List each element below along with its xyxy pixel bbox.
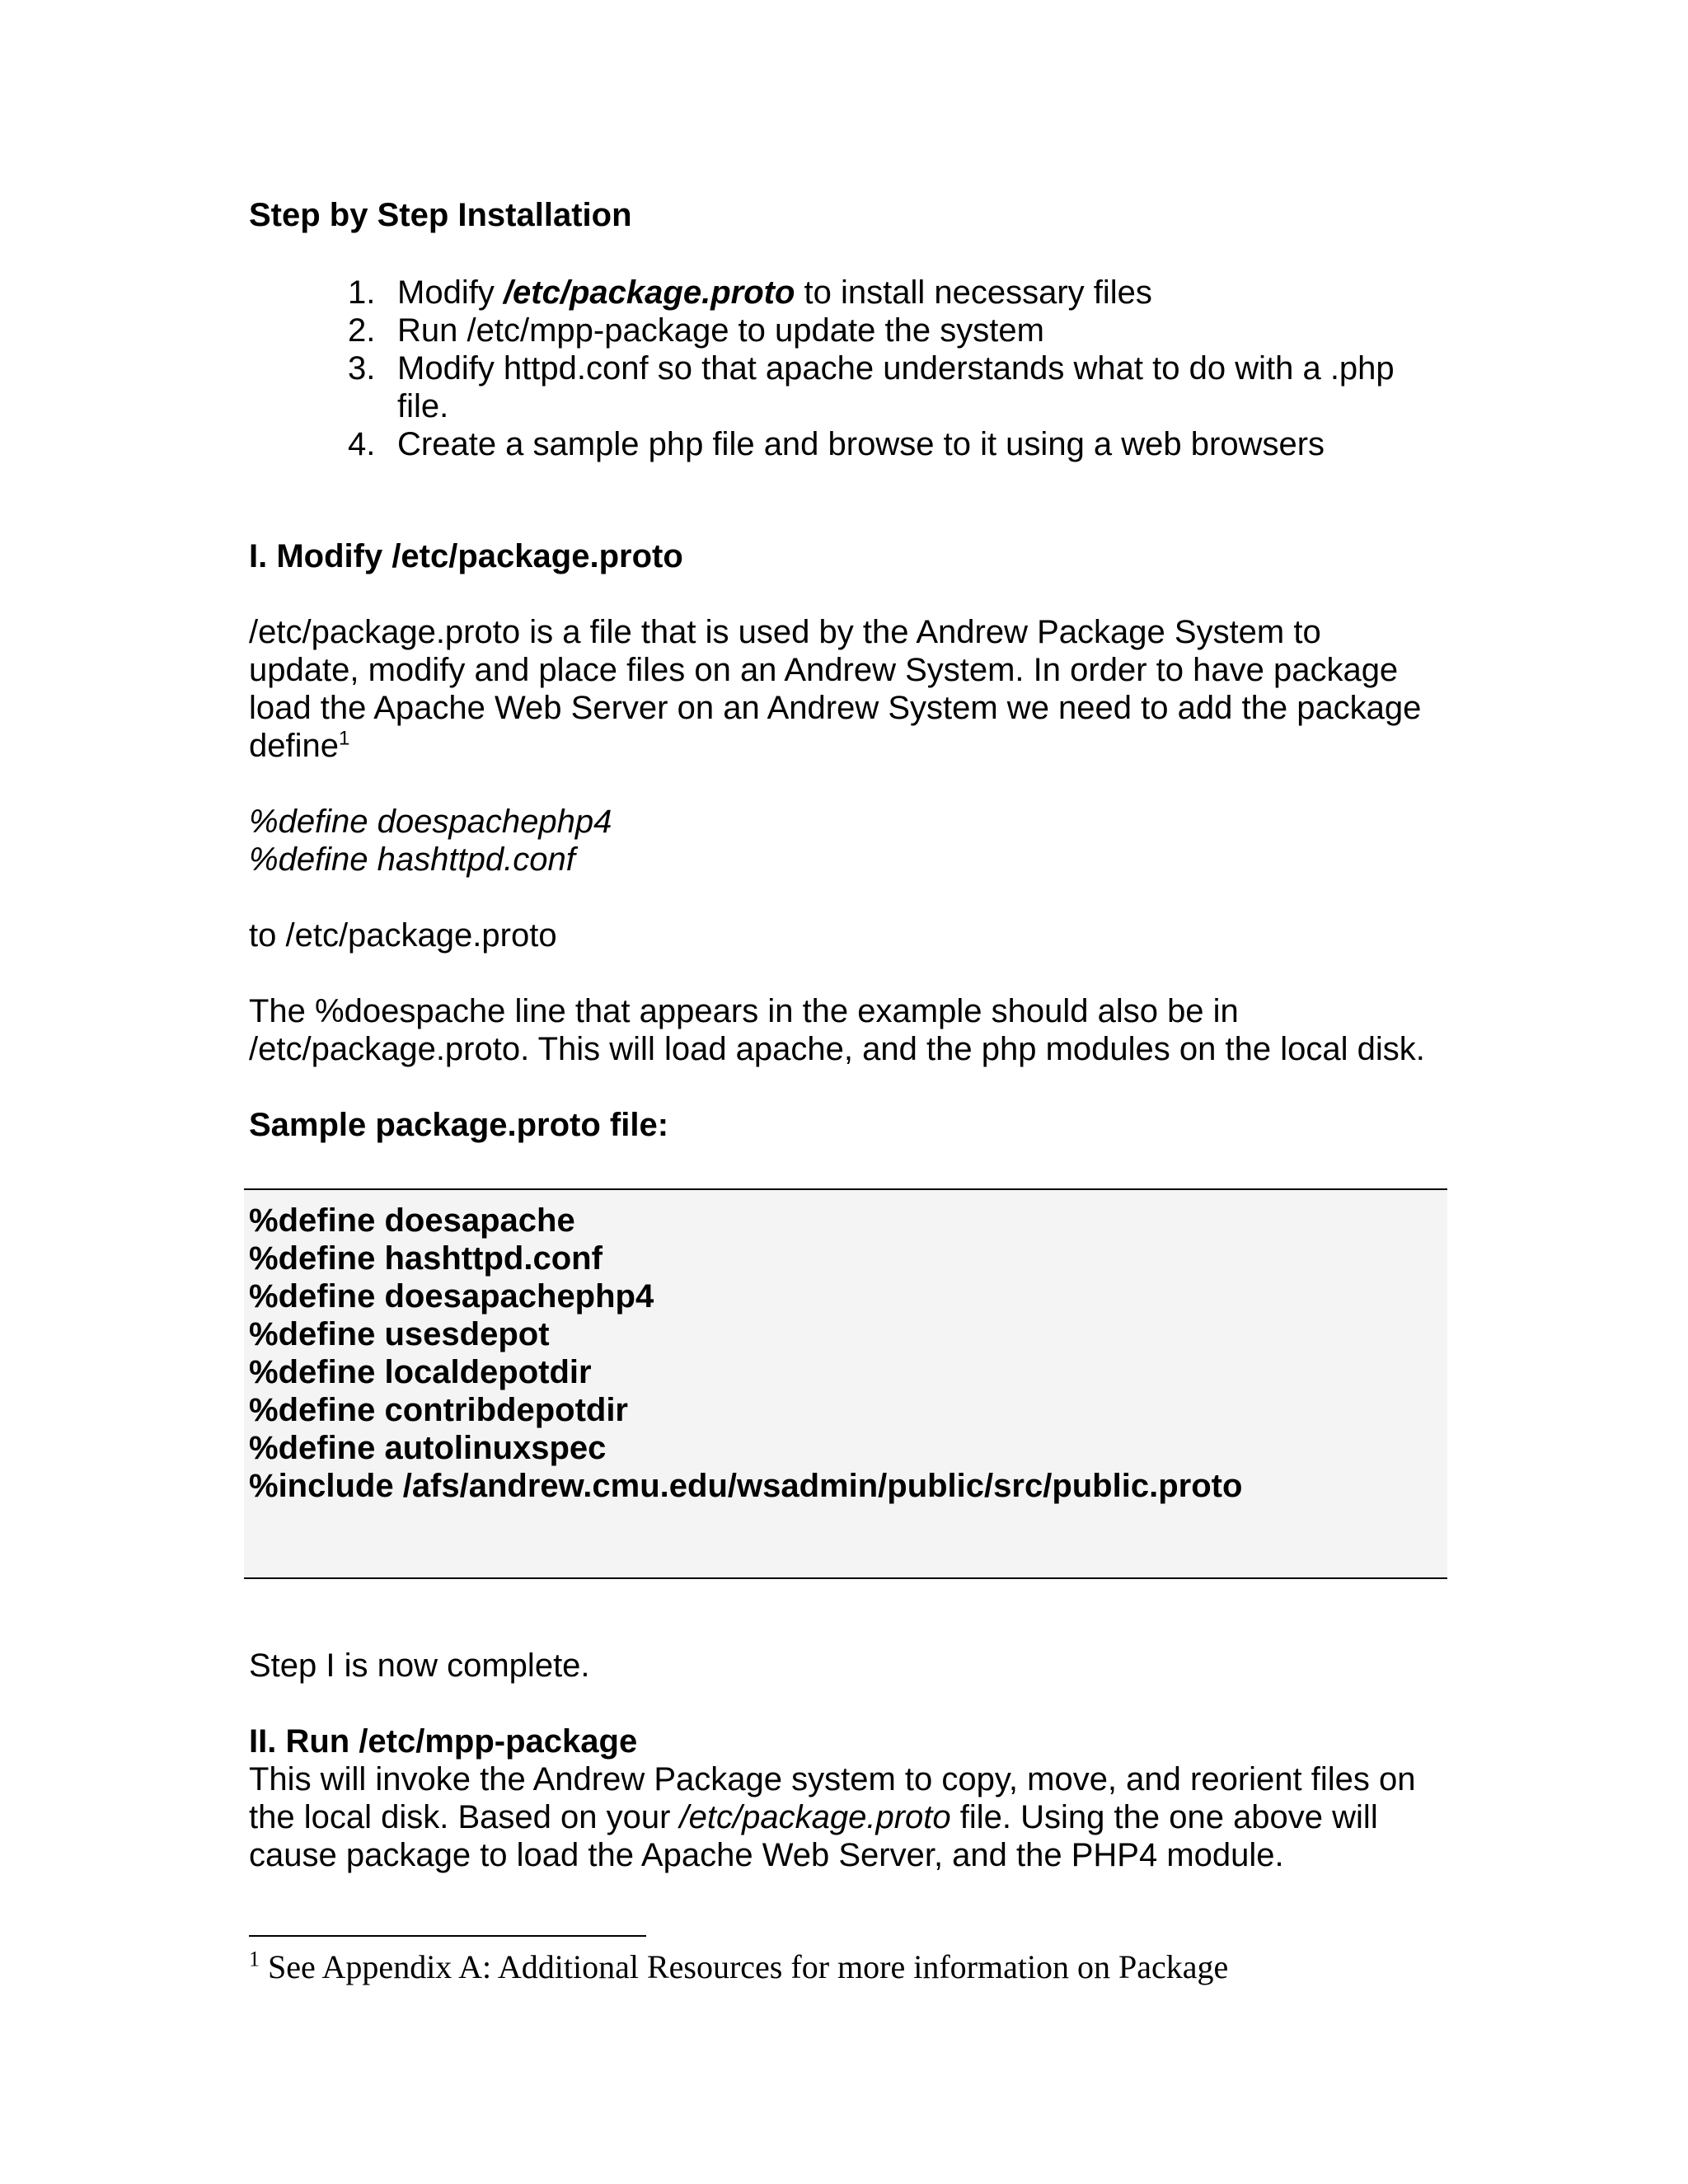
code-line: %define autolinuxspec	[249, 1430, 607, 1466]
footnote	[249, 1948, 1228, 1986]
code-line: %define contribdepotdir	[249, 1392, 628, 1428]
list-item	[348, 274, 1452, 312]
page-title: Step by Step Installation	[249, 197, 632, 233]
section-1-heading: I. Modify /etc/package.proto	[249, 538, 683, 574]
file-path-emphasis: /etc/package.proto	[679, 1799, 951, 1835]
code-line: %define localdepotdir	[249, 1354, 592, 1390]
footnote-divider	[249, 1935, 646, 1937]
document-page	[249, 0, 1452, 2184]
code-line: %include /afs/andrew.cmu.edu/wsadmin/public/src/public.proto	[249, 1468, 1243, 1504]
footnote-text: See Appendix A: Additional Resources for more information on Package	[260, 1948, 1229, 1985]
list-item	[348, 349, 1452, 425]
sample-code-box	[244, 1188, 1447, 1579]
step-number: 1.	[348, 274, 376, 311]
footnote-number: 1	[249, 1947, 260, 1971]
footnote-reference[interactable]: 1	[338, 727, 350, 750]
step-number: 4.	[348, 426, 376, 462]
step-number: 2.	[348, 312, 376, 349]
step-text: Modify /etc/package.proto to install necessary files	[397, 274, 1152, 311]
doespache-note: The %doespache line that appears in the example should also be in /etc/package.proto. This will load apache, and the php modules on the local disk.	[249, 993, 1425, 1067]
step-number: 3.	[348, 350, 376, 387]
step-text: Run /etc/mpp-package to update the system	[397, 312, 1044, 349]
list-item	[348, 312, 1452, 349]
section-2-heading: II. Run /etc/mpp-package	[249, 1723, 638, 1760]
file-path-emphasis: /etc/package.proto	[503, 274, 795, 311]
to-package-proto: to /etc/package.proto	[249, 917, 557, 954]
step-text: Modify httpd.conf so that apache understands what to do with a .php file.	[397, 350, 1395, 424]
code-line: %define hashttpd.conf	[249, 1240, 603, 1277]
step-complete-text: Step I is now complete.	[249, 1647, 590, 1684]
define-lines: %define doespachephp4 %define hashttpd.conf	[249, 804, 612, 878]
steps-list	[348, 274, 1452, 463]
list-item	[348, 425, 1452, 463]
code-line: %define usesdepot	[249, 1316, 550, 1352]
section-1-paragraph: /etc/package.proto is a file that is used by the Andrew Package System to update, modify and place files on an Andrew System. In order to have package load the Apache Web Server on an Andrew System we need to add the package define$^1$	[249, 614, 1422, 764]
sample-file-heading: Sample package.proto file:	[249, 1107, 669, 1143]
section-2-paragraph: This will invoke the Andrew Package system to copy, move, and reorient files on the local disk. Based on your /etc/package.proto file. Using the one above will cause package to load the Apache Web Server, and the PHP4 module.	[249, 1761, 1416, 1873]
code-line: %define doesapachephp4	[249, 1278, 654, 1315]
step-text: Create a sample php file and browse to it using a web browsers	[397, 426, 1325, 462]
code-line: %define doesapache	[249, 1202, 575, 1239]
